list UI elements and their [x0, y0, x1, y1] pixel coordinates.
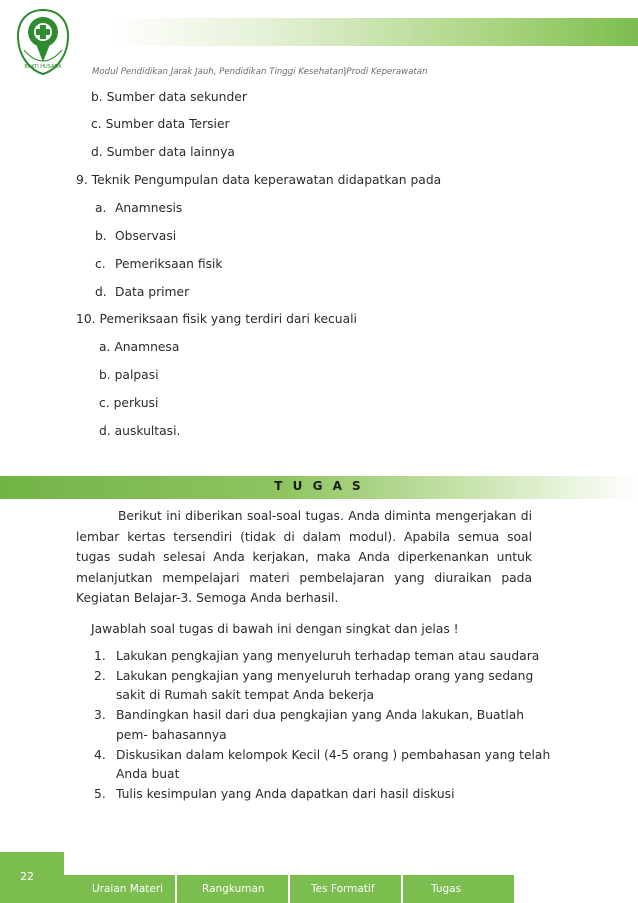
q9-option-c-text: Pemeriksaan fisik — [115, 257, 223, 271]
bottom-navigation — [64, 875, 514, 903]
tugas-intro-paragraph — [76, 506, 532, 609]
q9-option-a-text: Anamnesis — [115, 201, 183, 215]
q8-option-c: c. Sumber data Tersier — [91, 117, 230, 131]
header-separator: | — [343, 67, 347, 77]
page-number: 22 — [20, 870, 34, 883]
tugas-section-band — [0, 476, 638, 499]
nav-tab-label: Tes Formatif — [311, 883, 375, 895]
nav-tab-tugas[interactable] — [403, 875, 514, 903]
task-item — [76, 667, 556, 706]
q9-option-c-letter: c. — [95, 257, 106, 271]
q10-option-b: b. palpasi — [99, 368, 159, 382]
q9-option-b-text: Observasi — [115, 229, 177, 243]
q10-option-d: d. auskultasi. — [99, 424, 181, 438]
q9-option-d-text: Data primer — [115, 285, 190, 299]
task-text: Bandingkan hasil dari dua pengkajian yang Anda lakukan, Buatlah pem- bahasannya — [116, 708, 525, 742]
module-title: Modul Pendidikan Jarak Jauh, Pendidikan Tinggi Kesehatan — [92, 67, 344, 77]
q9-option-d-letter: d. — [95, 285, 107, 299]
running-header — [92, 67, 428, 77]
task-number: 3. — [94, 708, 106, 723]
q10-question: 10. Pemeriksaan fisik yang terdiri dari kecuali — [76, 312, 357, 326]
q9-option-a-letter: a. — [95, 201, 107, 215]
nav-tab-label: Tugas — [431, 883, 462, 895]
tugas-title: T U G A S — [274, 479, 364, 493]
header-gradient-band — [110, 18, 638, 46]
tugas-intro-text: Berikut ini diberikan soal-soal tugas. Anda diminta mengerjakan di lembar kertas tersendiri (tidak di dalam modul). Apabila semua soal tugas sudah selesai Anda kerjakan, maka Anda diperkenankan untuk melanjutkan mempelajari materi pembelajaran yang diuraikan pada Kegiatan Belajar-3. Semoga Anda berhasil. — [76, 509, 532, 605]
q8-option-d: d. Sumber data lainnya — [91, 145, 235, 159]
task-item — [76, 746, 556, 785]
task-number: 4. — [94, 747, 106, 762]
task-number: 5. — [94, 786, 106, 801]
q10-option-a: a. Anamnesa — [99, 340, 180, 354]
q9-question: 9. Teknik Pengumpulan data keperawatan didapatkan pada — [76, 173, 442, 187]
nav-tab-label: Rangkuman — [202, 883, 265, 895]
task-text: Diskusikan dalam kelompok Kecil (4-5 orang ) pembahasan yang telah Anda buat — [116, 747, 551, 782]
task-number: 1. — [94, 649, 106, 663]
task-item — [76, 785, 556, 805]
bakti-husada-logo — [14, 6, 72, 78]
svg-text:BAKTI HUSADA: BAKTI HUSADA — [24, 64, 62, 70]
page-number-box — [0, 852, 64, 903]
q10-option-c: c. perkusi — [99, 396, 159, 410]
task-text: Lakukan pengkajian yang menyeluruh terhadap orang yang sedang sakit di Rumah sakit tempat Anda bekerja — [116, 668, 534, 703]
task-number: 2. — [94, 668, 106, 683]
task-item — [76, 647, 556, 667]
task-text: Tulis kesimpulan yang Anda dapatkan dari hasil diskusi — [116, 786, 455, 801]
nav-tab-rangkuman[interactable] — [177, 875, 288, 903]
q9-option-b-letter: b. — [95, 229, 107, 243]
task-list — [76, 647, 556, 805]
task-item — [76, 706, 556, 745]
nav-tab-label: Uraian Materi — [92, 883, 164, 895]
nav-tab-tes-formatif[interactable] — [290, 875, 401, 903]
nav-tab-uraian-materi[interactable] — [64, 875, 175, 903]
task-text: Lakukan pengkajian yang menyeluruh terhadap teman atau saudara — [116, 649, 540, 663]
q8-option-b: b. Sumber data sekunder — [91, 90, 247, 104]
tugas-instruction: Jawablah soal tugas di bawah ini dengan singkat dan jelas ! — [91, 622, 459, 636]
program-name: Prodi Keperawatan — [346, 67, 428, 77]
